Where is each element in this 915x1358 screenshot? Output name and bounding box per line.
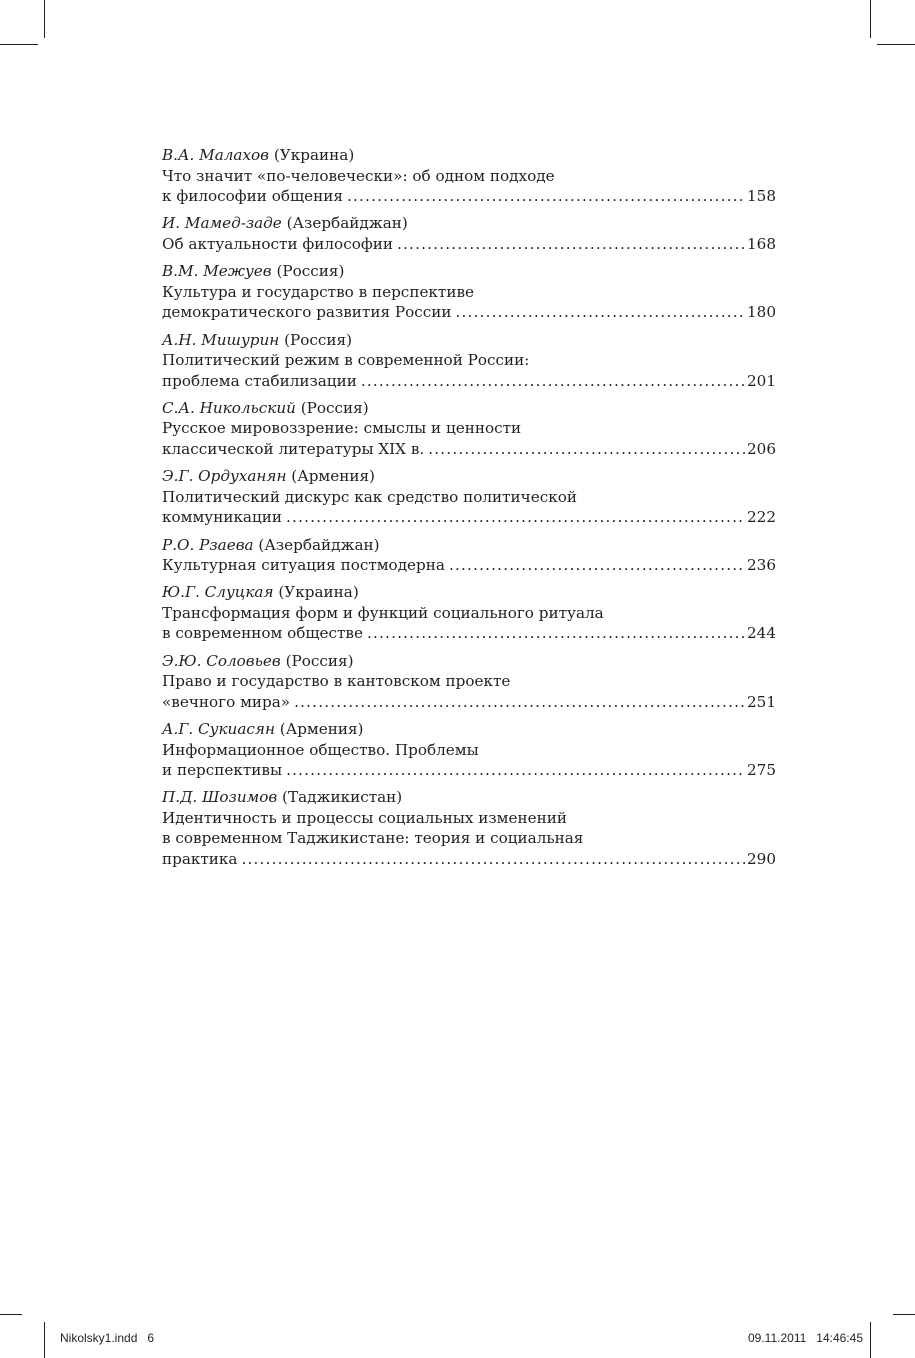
entry-title-text: практика — [162, 849, 238, 868]
entry-title-text: Об актуальности философии — [162, 234, 393, 253]
entry-author-line — [162, 466, 776, 487]
entry-title-last-line — [162, 849, 776, 870]
author-name: В.А. Малахов — [162, 146, 270, 164]
author-name: Р.О. Рзаева — [162, 535, 254, 554]
toc-entry — [162, 787, 776, 869]
entry-title-text: демократического развития России — [162, 303, 452, 322]
entry-title-text: коммуникации — [162, 508, 283, 527]
entry-title-last-line — [162, 507, 776, 528]
crop-mark — [870, 0, 871, 38]
entry-title-line: Трансформация форм и функций социального ритуала — [162, 603, 604, 622]
table-of-contents — [162, 145, 776, 876]
author-name: П.Д. Шозимов — [162, 788, 278, 807]
crop-mark — [44, 0, 45, 38]
entry-author-line — [162, 398, 776, 419]
entry-author-line — [162, 535, 776, 556]
author-country: (Украина) — [273, 146, 355, 164]
entry-title-line: Политический режим в современной России: — [162, 351, 530, 370]
entry-title-text: проблема стабилизации — [162, 371, 357, 390]
author-country: (Армения) — [291, 467, 375, 486]
entry-author-line — [162, 582, 776, 603]
entry-title-last-line — [162, 555, 776, 576]
footer-file-info: Nikolsky1.indd 6 — [60, 1331, 155, 1345]
dot-leader — [428, 439, 745, 460]
entry-title-text: «вечного мира» — [162, 692, 291, 711]
author-country: (Украина) — [278, 583, 359, 602]
entry-title-last-line — [162, 439, 776, 460]
dot-leader — [286, 760, 745, 781]
dot-leader — [455, 302, 745, 323]
toc-entry — [162, 651, 776, 713]
author-name: Э.Ю. Соловьев — [162, 651, 281, 670]
entry-author-line — [162, 651, 776, 672]
crop-mark — [870, 1322, 871, 1358]
entry-title-line: Что значит «по-человечески»: об одном подходе — [162, 166, 555, 185]
author-country: (Россия) — [276, 262, 345, 281]
page-number: 180 — [747, 303, 776, 322]
entry-title-last-line — [162, 186, 776, 207]
author-name: И. Мамед-заде — [162, 214, 282, 233]
toc-entry — [162, 582, 776, 644]
dot-leader — [449, 555, 745, 576]
toc-entry — [162, 535, 776, 576]
entry-author-line — [162, 787, 776, 808]
entry-title-text: классической литературы XIX в. — [162, 439, 425, 458]
page-number: 244 — [747, 624, 776, 643]
page-number: 158 — [747, 187, 776, 205]
toc-entry — [162, 466, 776, 528]
author-country: (Азербайджан) — [258, 535, 380, 554]
entry-author-line — [162, 330, 776, 351]
entry-title-last-line — [162, 623, 776, 644]
entry-title-last-line — [162, 371, 776, 392]
footer-timestamp: 09.11.2011 14:46:45 — [748, 1331, 863, 1345]
crop-mark — [893, 1314, 915, 1315]
page-number: 275 — [747, 761, 776, 780]
page-number: 236 — [747, 556, 776, 575]
dot-leader — [294, 692, 745, 713]
author-country: (Россия) — [285, 651, 354, 670]
author-name: С.А. Никольский — [162, 398, 296, 417]
entry-title-line: Русское мировоззрение: смыслы и ценности — [162, 419, 522, 438]
entry-author-line — [162, 719, 776, 740]
crop-mark — [877, 44, 915, 45]
entry-title-line: Политический дискурс как средство политической — [162, 487, 577, 506]
toc-entry — [162, 261, 776, 323]
entry-title-text: и перспективы — [162, 761, 283, 780]
dot-leader — [347, 186, 745, 207]
crop-mark — [0, 1314, 22, 1315]
dot-leader — [397, 234, 745, 255]
entry-title-text: в современном обществе — [162, 624, 363, 643]
page-number: 222 — [747, 508, 776, 527]
dot-leader — [367, 623, 745, 644]
entry-title-line: Право и государство в кантовском проекте — [162, 672, 511, 691]
entry-title-line: Культура и государство в перспективе — [162, 282, 474, 301]
author-country: (Россия) — [284, 330, 353, 349]
entry-title-text: Культурная ситуация постмодерна — [162, 556, 445, 575]
dot-leader — [361, 371, 745, 392]
dot-leader — [241, 849, 745, 870]
author-country: (Россия) — [300, 398, 369, 417]
toc-entry — [162, 398, 776, 460]
author-name: В.М. Межуев — [162, 262, 272, 281]
entry-title-last-line — [162, 692, 776, 713]
toc-entry — [162, 145, 776, 207]
page-number: 201 — [747, 371, 776, 390]
author-country: (Армения) — [279, 720, 364, 739]
page-number: 168 — [747, 234, 776, 253]
entry-title-line: Информационное общество. Проблемы — [162, 740, 479, 759]
entry-title-last-line — [162, 234, 776, 255]
author-name: Ю.Г. Слуцкая — [162, 583, 274, 602]
dot-leader — [286, 507, 745, 528]
toc-entry — [162, 330, 776, 392]
author-name: А.Н. Мишурин — [162, 330, 280, 349]
page-number: 206 — [747, 439, 776, 458]
entry-title-text: к философии общения — [162, 187, 343, 205]
entry-title-line: Идентичность и процессы социальных изменений — [162, 808, 567, 827]
author-name: А.Г. Сукиасян — [162, 720, 275, 739]
crop-mark — [44, 1322, 45, 1358]
toc-entry — [162, 719, 776, 781]
entry-author-line — [162, 145, 776, 166]
entry-author-line — [162, 213, 776, 234]
author-name: Э.Г. Ордуханян — [162, 467, 287, 486]
page-number: 251 — [747, 692, 776, 711]
crop-mark — [0, 44, 38, 45]
entry-author-line — [162, 261, 776, 282]
author-country: (Таджикистан) — [282, 788, 403, 807]
author-country: (Азербайджан) — [286, 214, 408, 233]
entry-title-last-line — [162, 302, 776, 323]
entry-title-last-line — [162, 760, 776, 781]
page-number: 290 — [747, 849, 776, 868]
entry-title-line: в современном Таджикистане: теория и социальная — [162, 829, 584, 848]
toc-entry — [162, 213, 776, 254]
